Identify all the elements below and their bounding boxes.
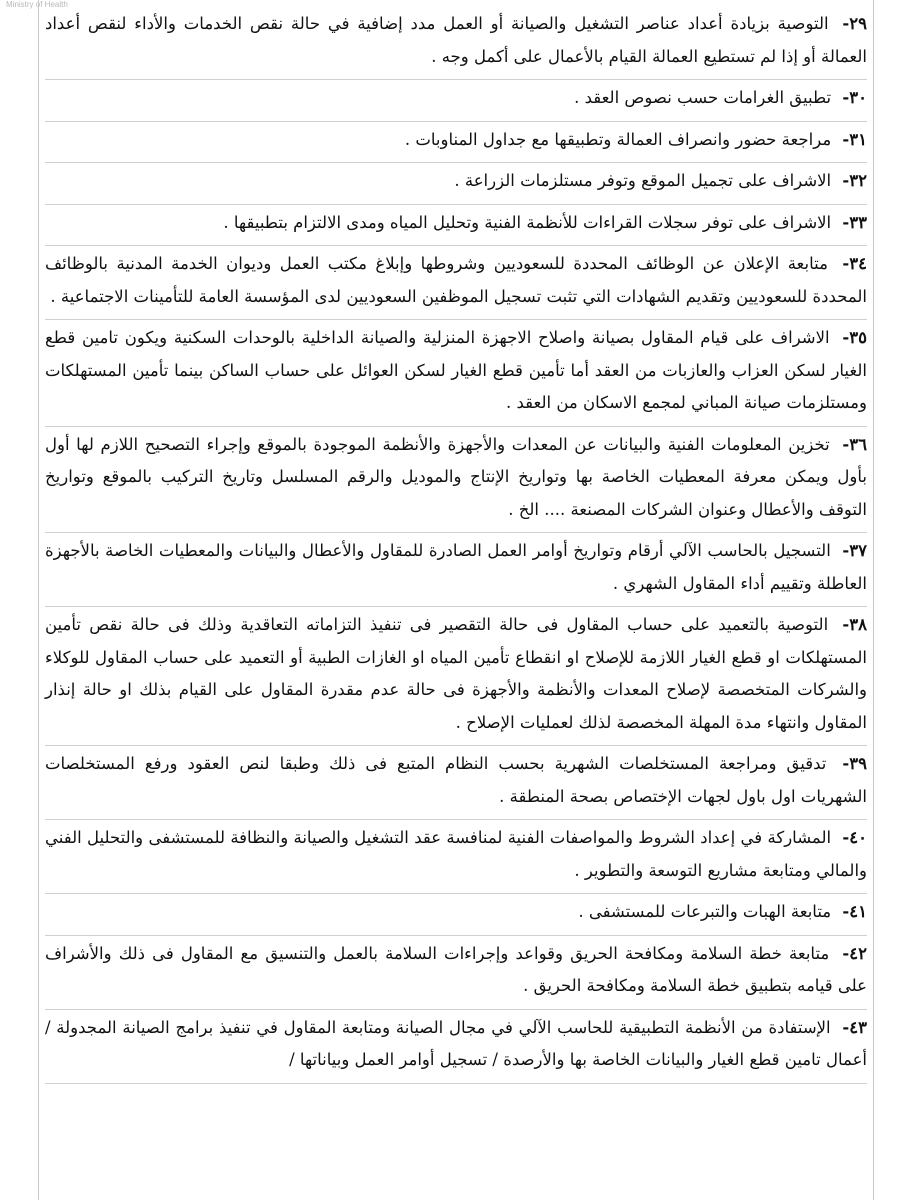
list-item-33 bbox=[45, 207, 867, 247]
item-number: ٤٠- bbox=[842, 828, 867, 847]
list-item-43 bbox=[45, 1012, 867, 1084]
item-number: ٣٠- bbox=[842, 88, 867, 107]
list-item-29 bbox=[45, 8, 867, 80]
list-item-35 bbox=[45, 322, 867, 427]
item-text: الإستفادة من الأنظمة التطبيقية للحاسب الآلي في مجال الصيانة ومتابعة المقاول في تنفيذ برامج الصيانة المجدولة / أعمال تامين قطع الغيار والبيانات الخاصة بها والأرصدة / تسجيل أوامر العمل وبياناتها / bbox=[45, 1017, 867, 1069]
item-text: مراجعة حضور وانصراف العمالة وتطبيقها مع جداول المناوبات . bbox=[404, 129, 832, 149]
item-number: ٣٥- bbox=[842, 328, 867, 347]
list-item-39 bbox=[45, 748, 867, 820]
item-number: ٣٦- bbox=[842, 434, 868, 454]
item-number: ٣٨- bbox=[842, 615, 867, 634]
list-item-36 bbox=[45, 429, 867, 534]
list-item-40 bbox=[45, 822, 867, 894]
item-text: تدقيق ومراجعة المستخلصات الشهرية بحسب النظام المتبع فى ذلك وطبقا لنص العقود ورفع المستخلصات الشهريات اول باول لجهات الإختصاص بصحة المنطقة . bbox=[45, 754, 867, 806]
item-number: ٣٣- bbox=[842, 212, 867, 232]
list-item-32 bbox=[45, 165, 867, 205]
item-text: الاشراف على توفر سجلات القراءات للأنظمة الفنية وتحليل المياه ومدى الالتزام بتطبيقها . bbox=[223, 212, 832, 232]
item-text: تخزين المعلومات الفنية والبيانات عن المعدات والأجهزة والأنظمة الموجودة بالموقع وإجراء التصحيح اللازم لها أول بأول ويمكن معرفة المعطيات الخاصة بها وتواريخ الإنتاج والموديل والرقم المسلسل وتاريخ التركيب بالموقع وتواريخ التوقف والأعطال وعنوان الشركات المصنعة .... الخ . bbox=[45, 434, 867, 519]
item-text: متابعة الهبات والتبرعات للمستشفى . bbox=[578, 902, 832, 921]
item-text: التوصية بزيادة أعداد عناصر التشغيل والصيانة أو العمل مدد إضافية في حالة نقص الخدمات والأداء لنقص أعداد العمالة أو إذا لم تستطيع العمالة القيام بالأعمال على أكمل وجه . bbox=[45, 14, 867, 66]
list-item-31 bbox=[45, 124, 867, 164]
item-number: ٣١- bbox=[842, 129, 867, 149]
item-number: ٣٩- bbox=[842, 754, 868, 773]
list-item-42 bbox=[45, 938, 867, 1010]
item-number: ٤٢- bbox=[842, 943, 867, 963]
item-number: ٤٣- bbox=[842, 1017, 867, 1037]
item-text: التسجيل بالحاسب الآلي أرقام وتواريخ أوامر العمل الصادرة للمقاول والأعطال والبيانات والمعطيات الخاصة بالأجهزة العاطلة وتقييم أداء المقاول الشهري . bbox=[45, 541, 867, 593]
document-page bbox=[38, 0, 874, 1200]
list-item-38 bbox=[45, 609, 867, 746]
list-item-41 bbox=[45, 896, 867, 936]
list-item-30 bbox=[45, 82, 867, 122]
list-item-37 bbox=[45, 535, 867, 607]
item-text: الاشراف على تجميل الموقع وتوفر مستلزمات الزراعة . bbox=[454, 171, 832, 190]
item-text: متابعة الإعلان عن الوظائف المحددة للسعوديين وشروطها وإبلاغ مكتب العمل وديوان الخدمة المدنية بالوظائف المحددة للسعوديين وتقديم الشهادات التي تثبت تسجيل الموظفين السعوديين لدى المؤسسة العامة للتأمينات الاجتماعية . bbox=[45, 254, 867, 306]
item-number: ٣٧- bbox=[842, 541, 867, 560]
item-text: التوصية بالتعميد على حساب المقاول فى حالة التقصير فى تنفيذ التزاماته التعاقدية وذلك فى حالة نقص تأمين المستهلكات او قطع الغيار اللازمة للإصلاح او انقطاع تأمين المياه او الغازات الطبية أو التعميد على حساب المقاول للوكلاء والشركات المتخصصة لإصلاح المعدات والأنظمة والأجهزة فى حالة عدم مقدرة المقاول على القيام بذلك او حالة إنذار المقاول وانتهاء مدة المهلة المخصصة لذلك لعمليات الإصلاح . bbox=[45, 615, 867, 732]
list-item-34 bbox=[45, 248, 867, 320]
item-text: تطبيق الغرامات حسب نصوص العقد . bbox=[574, 88, 832, 107]
item-number: ٣٤- bbox=[842, 254, 868, 273]
item-number: ٣٢- bbox=[842, 171, 867, 190]
item-number: ٢٩- bbox=[842, 14, 867, 33]
item-text: المشاركة في إعداد الشروط والمواصفات الفنية لمنافسة عقد التشغيل والصيانة والنظافة للمستشفى والتحليل الفني والمالي ومتابعة مشاريع التوسعة والتطوير . bbox=[45, 828, 867, 880]
item-text: متابعة خطة السلامة ومكافحة الحريق وقواعد وإجراءات السلامة بالعمل والتنسيق مع المقاول فى ذلك والأشراف على قيامه بتطبيق خطة السلامة ومكافحة الحريق . bbox=[45, 943, 867, 995]
item-number: ٤١- bbox=[842, 902, 867, 921]
watermark-text: Ministry of Health bbox=[6, 0, 68, 9]
item-text: الاشراف على قيام المقاول بصيانة واصلاح الاجهزة المنزلية والصيانة الداخلية بالوحدات السكنية ويكون تامين قطع الغيار لسكن العزاب والعازبات من العقد أما تأمين قطع الغيار لسكن العوائل على حساب الساكن بينما تأمين المستهلكات ومستلزمات صيانة المباني لمجمع الاسكان من العقد . bbox=[45, 328, 867, 412]
